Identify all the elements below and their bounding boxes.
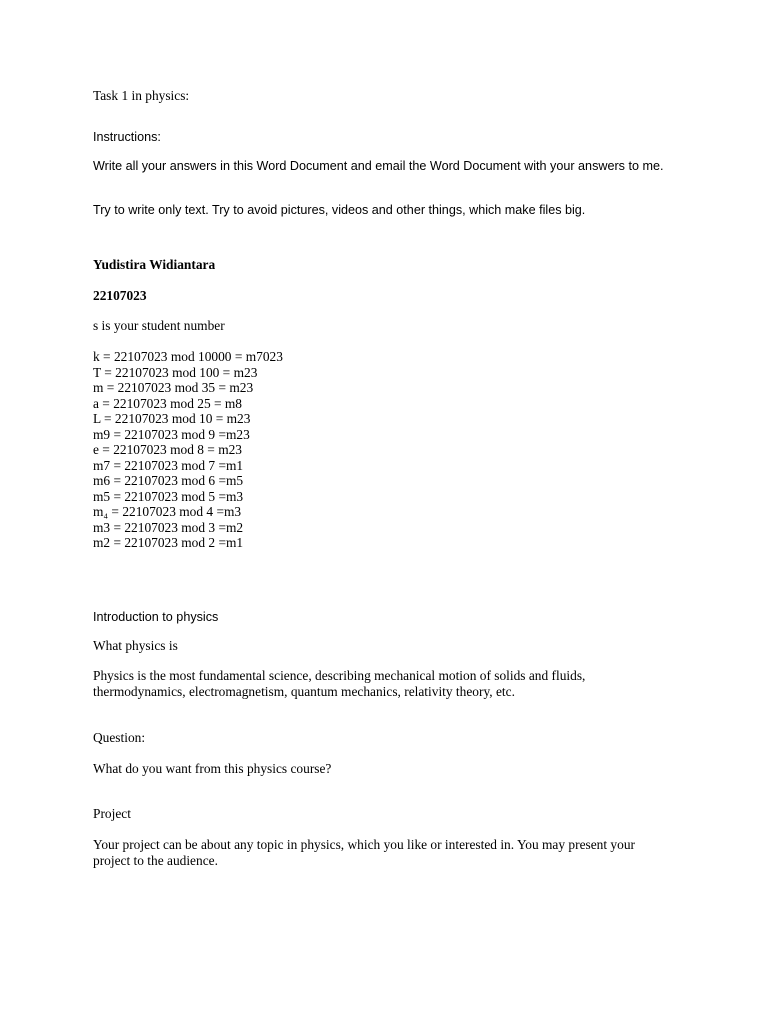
- mod-line: m9 = 22107023 mod 9 =m23: [93, 426, 250, 442]
- what-physics-is-heading: What physics is: [93, 638, 178, 653]
- mod-line: k = 22107023 mod 10000 = m7023: [93, 349, 283, 364]
- mod-line: m₄ = 22107023 mod 4 =m3: [93, 504, 242, 519]
- mod-line: m3 = 22107023 mod 3 =m2: [93, 519, 244, 535]
- instruction-1: Write all your answers in this Word Document and email the Word Document with your answers to me.: [93, 159, 664, 173]
- project-heading: Project: [93, 806, 131, 821]
- intro-heading: Introduction to physics: [93, 610, 219, 624]
- mod-line: a = 22107023 mod 25 = m8: [93, 395, 243, 411]
- mod-line: m5 = 22107023 mod 5 =m3: [93, 488, 244, 504]
- mod-line: L = 22107023 mod 10 = m23: [93, 411, 251, 426]
- mod-line: m = 22107023 mod 35 = m23: [93, 380, 254, 395]
- task-title: Task 1 in physics:: [93, 88, 190, 103]
- question-heading: Question:: [93, 730, 146, 745]
- mod-calculations-list: [93, 349, 283, 551]
- project-text: Your project can be about any topic in physics, which you like or interested in. You may present your project to the audience.: [93, 837, 635, 868]
- mod-line: T = 22107023 mod 100 = m23: [93, 364, 258, 380]
- mod-line: m7 = 22107023 mod 7 =m1: [93, 457, 244, 473]
- student-number-note: s is your student number: [93, 318, 225, 333]
- instructions-heading: Instructions:: [93, 130, 161, 144]
- physics-description: Physics is the most fundamental science, describing mechanical motion of solids and fluids, thermodynamics, electromagnetism, quantum mechanics, relativity theory, etc.: [93, 668, 586, 699]
- mod-line: m2 = 22107023 mod 2 =m1: [93, 535, 244, 550]
- student-name: Yudistira Widiantara: [93, 257, 216, 272]
- student-number: 22107023: [93, 288, 147, 303]
- mod-line: m6 = 22107023 mod 6 =m5: [93, 473, 244, 488]
- mod-line: e = 22107023 mod 8 = m23: [93, 442, 243, 457]
- instruction-2: Try to write only text. Try to avoid pictures, videos and other things, which make files big.: [93, 203, 586, 217]
- question-text: What do you want from this physics course?: [93, 761, 332, 776]
